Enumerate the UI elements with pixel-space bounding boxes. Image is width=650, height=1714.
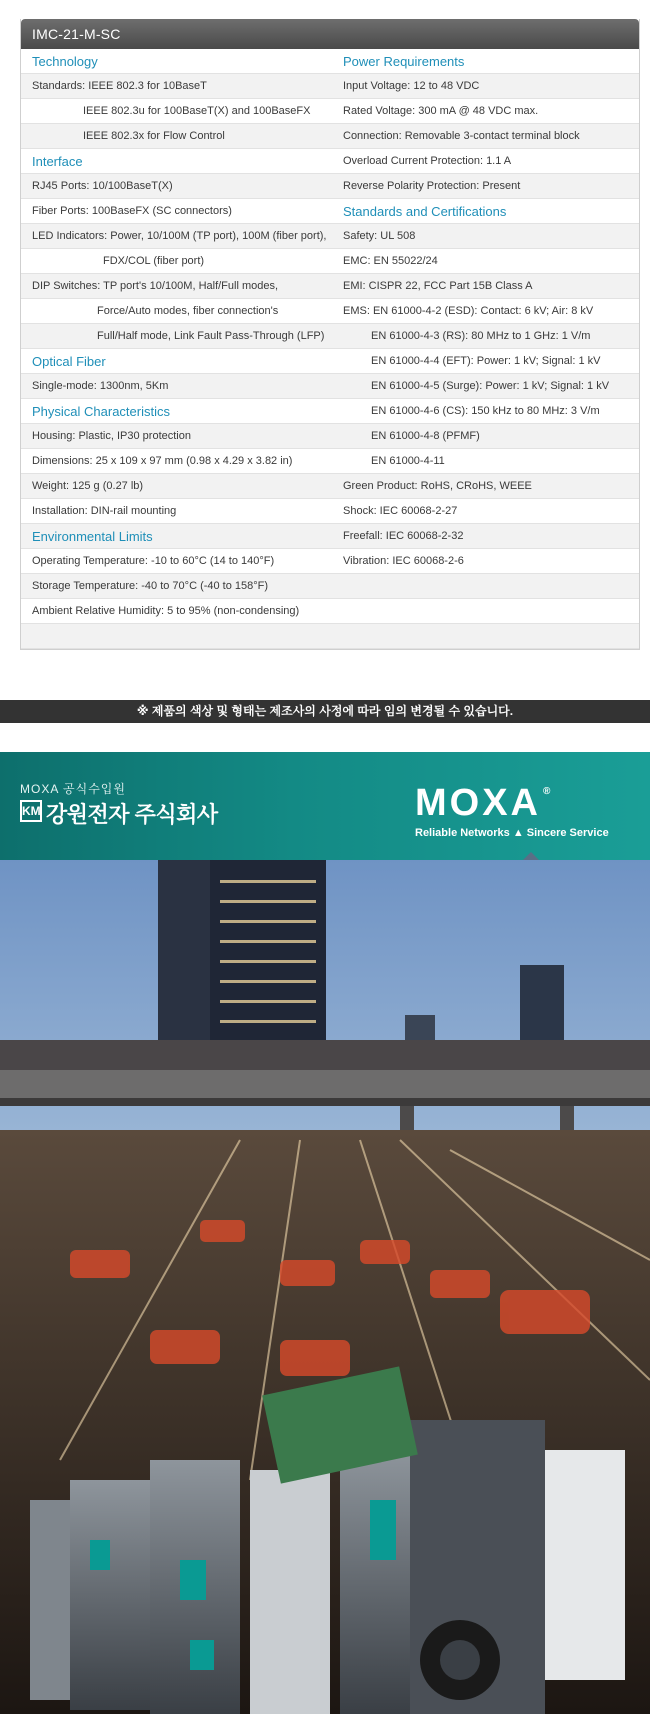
spec-row: Input Voltage: 12 to 48 VDC (341, 74, 639, 99)
spec-row: Safety: UL 508 (341, 224, 639, 249)
spec-row: Vibration: IEC 60068-2-6 (341, 549, 639, 574)
spec-footer-row (21, 624, 639, 649)
spec-row: Housing: Plastic, IP30 protection (21, 424, 341, 449)
dealer-banner (0, 752, 650, 860)
spec-row: EN 61000-4-3 (RS): 80 MHz to 1 GHz: 1 V/m (341, 324, 639, 349)
notice-bar: ※ 제품의 색상 및 형태는 제조사의 사정에 따라 임의 변경될 수 있습니다. (0, 700, 650, 723)
spec-row: IEEE 802.3u for 100BaseT(X) and 100BaseFX (21, 99, 341, 124)
spec-section-heading: Interface (21, 149, 341, 174)
spec-section-heading: Physical Characteristics (21, 399, 341, 424)
spec-row: IEEE 802.3x for Flow Control (21, 124, 341, 149)
spec-row: Operating Temperature: -10 to 60°C (14 to 140°F) (21, 549, 341, 574)
spec-row: Standards: IEEE 802.3 for 10BaseT (21, 74, 341, 99)
spec-columns (21, 49, 639, 624)
spec-row: Dimensions: 25 x 109 x 97 mm (0.98 x 4.29 x 3.82 in) (21, 449, 341, 474)
dealer-name: 강원전자 주식회사 (46, 802, 218, 827)
spec-row: Fiber Ports: 100BaseFX (SC connectors) (21, 199, 341, 224)
spec-row: Connection: Removable 3-contact terminal block (341, 124, 639, 149)
spec-row: DIP Switches: TP port's 10/100M, Half/Full modes, (21, 274, 341, 299)
spec-row: LED Indicators: Power, 10/100M (TP port), 100M (fiber port), (21, 224, 341, 249)
spec-row: EN 61000-4-8 (PFMF) (341, 424, 639, 449)
spec-section-heading: Environmental Limits (21, 524, 341, 549)
spec-row (341, 574, 639, 599)
spec-row: EN 61000-4-11 (341, 449, 639, 474)
spec-row: Rated Voltage: 300 mA @ 48 VDC max. (341, 99, 639, 124)
banner-notch (522, 852, 540, 860)
spec-row: Overload Current Protection: 1.1 A (341, 149, 639, 174)
moxa-logo-text: MOXA (415, 782, 541, 824)
spec-section-heading: Power Requirements (341, 49, 639, 74)
spec-row: EN 61000-4-6 (CS): 150 kHz to 80 MHz: 3 V/m (341, 399, 639, 424)
spec-row: Single-mode: 1300nm, 5Km (21, 374, 341, 399)
spec-right-column (341, 49, 639, 624)
spec-section-heading: Standards and Certifications (341, 199, 639, 224)
spec-section-heading: Technology (21, 49, 341, 74)
spec-row (341, 599, 639, 624)
spec-row: Full/Half mode, Link Fault Pass-Through (LFP) (21, 324, 341, 349)
product-title: IMC-21-M-SC (21, 19, 639, 49)
spec-row: Installation: DIN-rail mounting (21, 499, 341, 524)
spec-row: Ambient Relative Humidity: 5 to 95% (non-condensing) (21, 599, 341, 624)
spec-left-column (21, 49, 341, 624)
spec-row: EN 61000-4-5 (Surge): Power: 1 kV; Signal: 1 kV (341, 374, 639, 399)
spec-row: EMS: EN 61000-4-2 (ESD): Contact: 6 kV; Air: 8 kV (341, 299, 639, 324)
dealer-caption: MOXA 공식수입원 (20, 782, 126, 796)
product-hero-image (0, 860, 650, 1714)
spec-section-heading: Optical Fiber (21, 349, 341, 374)
spec-row: EN 61000-4-4 (EFT): Power: 1 kV; Signal: 1 kV (341, 349, 639, 374)
dealer-logo-icon: KM (20, 800, 42, 822)
spec-row: RJ45 Ports: 10/100BaseT(X) (21, 174, 341, 199)
city-highway-illustration (0, 860, 650, 1714)
spec-row: Green Product: RoHS, CRoHS, WEEE (341, 474, 639, 499)
spec-row: Storage Temperature: -40 to 70°C (-40 to 158°F) (21, 574, 341, 599)
spec-row: Reverse Polarity Protection: Present (341, 174, 639, 199)
spec-row: Weight: 125 g (0.27 lb) (21, 474, 341, 499)
spec-row: EMI: CISPR 22, FCC Part 15B Class A (341, 274, 639, 299)
spec-row: Shock: IEC 60068-2-27 (341, 499, 639, 524)
registered-mark: ® (543, 786, 551, 797)
moxa-logo (415, 782, 550, 825)
spec-row: FDX/COL (fiber port) (21, 249, 341, 274)
spec-table (20, 19, 640, 650)
moxa-tagline: Reliable Networks ▲ Sincere Service (415, 827, 609, 839)
spec-row: Force/Auto modes, fiber connection's (21, 299, 341, 324)
spec-row: EMC: EN 55022/24 (341, 249, 639, 274)
spec-row: Freefall: IEC 60068-2-32 (341, 524, 639, 549)
